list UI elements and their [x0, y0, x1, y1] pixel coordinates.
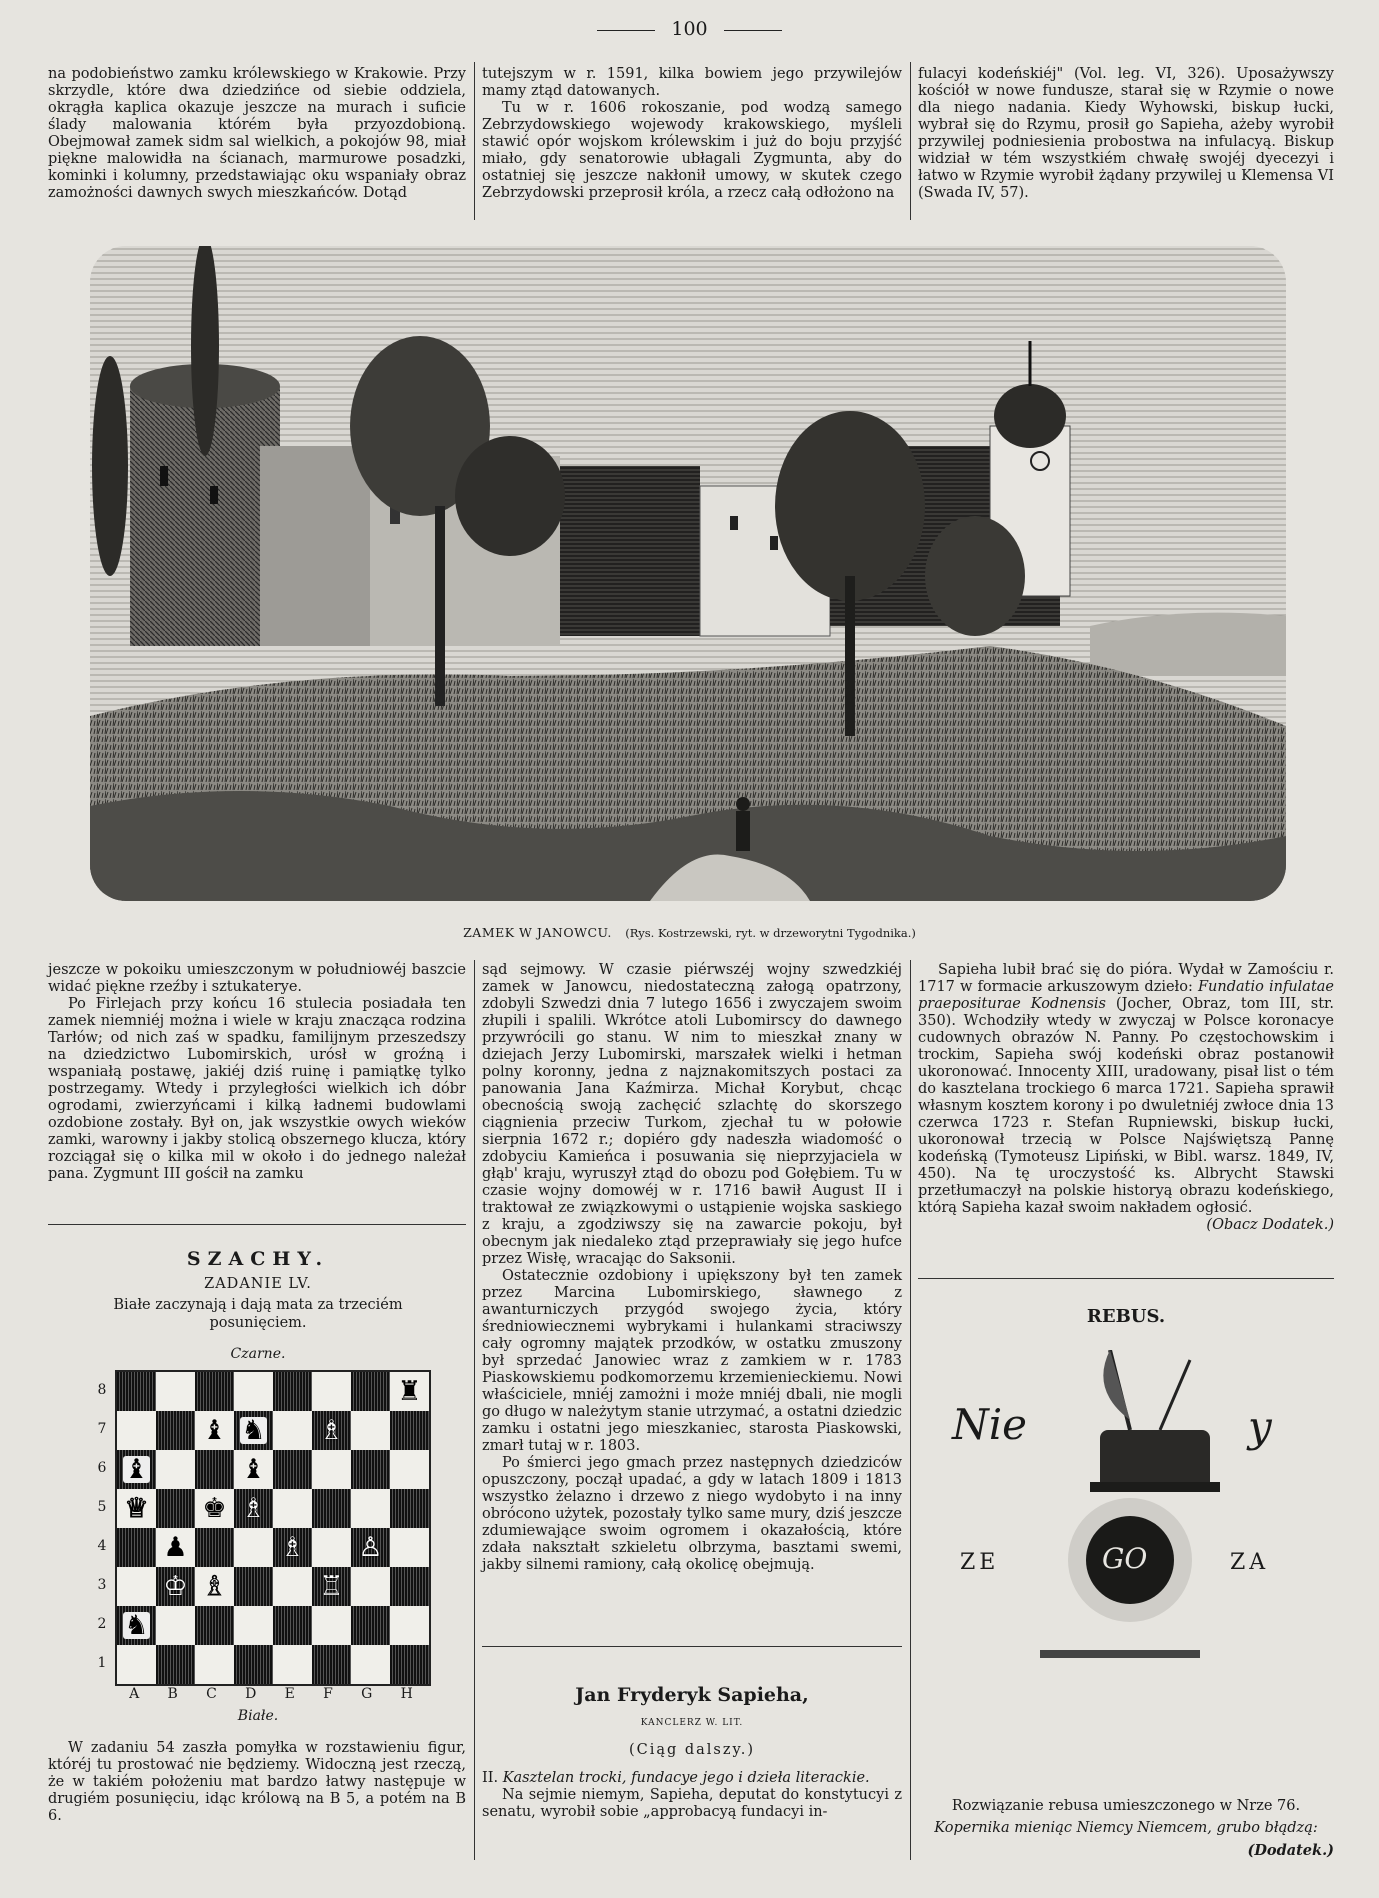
- board-square: [117, 1411, 156, 1450]
- board-square: [351, 1489, 390, 1528]
- article-subtitle: KANCLERZ W. LIT.: [640, 1718, 744, 1728]
- rank-label: 6: [97, 1459, 107, 1476]
- board-square: [312, 1606, 351, 1645]
- chess-piece: ♟: [163, 1532, 188, 1563]
- chess-piece: ♗: [202, 1571, 227, 1602]
- board-square: [117, 1567, 156, 1606]
- board-square: [312, 1450, 351, 1489]
- chess-piece: ♚: [202, 1493, 227, 1524]
- board-square: [234, 1645, 273, 1684]
- chess-piece: ♗: [280, 1532, 305, 1563]
- board-square: [195, 1528, 234, 1567]
- board-square: [117, 1645, 156, 1684]
- top-column-1: na podobieństwo zamku królewskiego w Krakowie. Przy skrzydle, które dwa dziedzińce od siebie oddziela, okrągła kaplica okazuje jeszcze na murach i suficie ślady malowania którém była przyozdobioną. Obejmował zamek sidm sal wielkich, a pokojów 98, miał piękne malowidła na ścianach, marmurowe posadzki, kominki i kolumny, przedstawiając oku wspaniały obraz zamożności dawnych swych mieszkańców. Dotąd: [48, 66, 466, 201]
- board-square: [234, 1411, 273, 1450]
- board-square: [390, 1372, 429, 1411]
- chess-piece: ♜: [397, 1376, 422, 1407]
- board-square: [351, 1411, 390, 1450]
- board-square: [351, 1450, 390, 1489]
- board-square: [234, 1528, 273, 1567]
- chess-piece: ♕: [124, 1493, 149, 1524]
- chess-board: [115, 1370, 431, 1686]
- board-square: [390, 1645, 429, 1684]
- chess-note: W zadaniu 54 zaszła pomyłka w rozstawieniu figur, któréj tu prostować nie będziemy. Widoczną jest rzeczą, że w takiém położeniu mat bardzo łatwy następuje w drugiém posunięciu, idąc królową na B 5, a potém na B 6.: [48, 1740, 466, 1824]
- board-square: [195, 1606, 234, 1645]
- board-square: [234, 1567, 273, 1606]
- board-square: [156, 1567, 195, 1606]
- board-square: [195, 1411, 234, 1450]
- board-square: [312, 1528, 351, 1567]
- chess-piece: ♝: [241, 1454, 266, 1485]
- board-square: [273, 1372, 312, 1411]
- chess-piece: ♞: [124, 1610, 149, 1641]
- board-square: [117, 1528, 156, 1567]
- engraving-caption: ZAMEK W JANOWCU. (Rys. Kostrzewski, ryt. w drzeworytni Tygodnika.): [463, 925, 916, 940]
- rank-label: 7: [97, 1420, 107, 1437]
- rebus-title: REBUS.: [1086, 1306, 1166, 1327]
- board-square: [390, 1567, 429, 1606]
- board-files: [115, 1686, 427, 1702]
- rebus-za: ZA: [1230, 1550, 1270, 1575]
- article-continued: (Ciąg dalszy.): [628, 1742, 756, 1758]
- rank-label: 4: [97, 1537, 107, 1554]
- chess-white-label: Białe.: [237, 1708, 279, 1724]
- file-label: D: [245, 1686, 257, 1702]
- page-number: 100: [0, 18, 1379, 40]
- chess-piece: ♗: [319, 1415, 344, 1446]
- board-square: [351, 1528, 390, 1567]
- chess-black-label: Czarne.: [230, 1346, 286, 1362]
- board-square: [117, 1372, 156, 1411]
- board-square: [351, 1606, 390, 1645]
- board-square: [156, 1606, 195, 1645]
- chess-piece: ♞: [241, 1415, 266, 1446]
- board-square: [156, 1450, 195, 1489]
- board-square: [195, 1645, 234, 1684]
- file-label: A: [129, 1686, 140, 1702]
- board-square: [273, 1489, 312, 1528]
- file-label: G: [361, 1686, 373, 1702]
- board-square: [156, 1528, 195, 1567]
- board-square: [234, 1606, 273, 1645]
- board-square: [351, 1567, 390, 1606]
- board-square: [390, 1411, 429, 1450]
- rebus-go: GO: [1102, 1542, 1148, 1575]
- board-square: [195, 1372, 234, 1411]
- rebus-nie: Nie: [952, 1400, 1028, 1449]
- chess-heading: SZACHY.: [186, 1248, 330, 1270]
- rebus-y: y: [1248, 1402, 1272, 1451]
- chess-piece: ♝: [202, 1415, 227, 1446]
- article-title: Jan Fryderyk Sapieha,: [575, 1684, 809, 1706]
- board-square: [390, 1528, 429, 1567]
- board-square: [312, 1372, 351, 1411]
- board-square: [117, 1450, 156, 1489]
- board-square: [156, 1489, 195, 1528]
- board-square: [234, 1372, 273, 1411]
- board-square: [351, 1372, 390, 1411]
- chess-piece: ♖: [319, 1571, 344, 1602]
- file-label: F: [323, 1686, 333, 1702]
- chess-piece: ♗: [241, 1493, 266, 1524]
- rebus-ze: ZE: [960, 1550, 1000, 1575]
- chess-task: Białe zaczynają i dają mata za trzeciém posunięciem.: [113, 1297, 403, 1331]
- chess-piece: ♔: [163, 1571, 188, 1602]
- article-body: II. Kasztelan trocki, fundacye jego i dzieła literackie. Na sejmie niemym, Sapieha, deputat do konstytucyi z senatu, wyrobił sobie „approbacyą fundacyi in-: [482, 1770, 902, 1820]
- board-square: [312, 1411, 351, 1450]
- board-square: [351, 1645, 390, 1684]
- file-label: E: [284, 1686, 295, 1702]
- board-ranks: [92, 1370, 112, 1682]
- rank-label: 8: [97, 1381, 107, 1398]
- board-square: [273, 1450, 312, 1489]
- board-square: [273, 1606, 312, 1645]
- board-square: [273, 1645, 312, 1684]
- board-square: [273, 1567, 312, 1606]
- chess-piece: ♙: [358, 1532, 383, 1563]
- board-square: [234, 1489, 273, 1528]
- file-label: H: [400, 1686, 413, 1702]
- board-square: [156, 1372, 195, 1411]
- top-column-2: tutejszym w r. 1591, kilka bowiem jego przywilejów mamy ztąd datowanych. Tu w r. 1606 rokoszanie, pod wodzą samego Zebrzydowskiego wojewody krakowskiego, myśleli stawić opór wojskom królewskim i już do boju przyjść miało, gdy senatorowie ubłagali Zygmunta, aby do ostatniej się jeszcze nakłonił umowy, w skutek czego Zebrzydowski przeprosił króla, a rzecz całą odłożono na: [482, 66, 902, 201]
- castle-engraving: [90, 246, 1286, 901]
- rebus-picture: [930, 1350, 1310, 1660]
- board-square: [195, 1450, 234, 1489]
- board-square: [195, 1489, 234, 1528]
- board-square: [117, 1606, 156, 1645]
- middle-column: sąd sejmowy. W czasie piérwszéj wojny szwedzkiéj zamek w Janowcu, niedostateczną załogą opatrzony, zdobyli Szwedzi dnia 7 lutego 1656 i zwyczajem swoim złupili i spalili. Wkrótce atoli Lubomirscy do dawnego przywrócili go stanu. W nim to mieszkał znany w dziejach Jerzy Lubomirski, marszałek wielki i hetman polny koronny, jedna z najznakomitszych postaci za panowania Jana Kaźmirza. Michał Korybut, chcąc obecnością swoją zachęcić szlachtę do skorszego ciągnienia przeciw Turkom, zjechał tu w połowie sierpnia 1672 r.; dopiéro gdy nadeszła wiadomość o zdobyciu Kamieńca i posuwania się nieprzyjaciela w głąb' kraju, wyruszył ztąd do obozu pod Gołębiem. Tu w czasie wojny domowéj w r. 1716 bawił August II i traktował ze związkowymi o ustąpienie wojska saskiego z kraju, a zgodziwszy się na zawarcie pokoju, był obecnym jak niedaleko ztąd przeprawiały się jego hufce przez Wisłę, wracając do Saksonii. Ostatecznie ozdobiony i upiększony był ten zamek przez Marcina Lubomirskiego, sławnego z awanturniczych przygód swojego życia, który średniowiecznemi wybrykami i hulankami straciwszy cały ogromny majątek przodków, w ostatku zmuszony był sprzedać Janowiec wraz z zamkiem w r. 1783 Piaskowskiemu podkomorzemu krzemienieckiemu. Nowi właściciele, mniéj zamożni i może mniéj dbali, nie mogli go długo w należytym stanie utrzymać, a ostatni dziedzic zamku i ostatni jego mieszkaniec, starosta Piaskowski, zmarł tutaj w r. 1803. Po śmierci jego gmach przez następnych dziedziców opuszczony, począł upadać, a gdy w latach 1809 i 1813 wszystko żelazno i drzewo z niego wydobyto i na inny obrócono użytek, pozostały tylko same mury, dziś jeszcze zdumiewające swoim ogromem i okazałością, które zdała nakształt szkieletu olbrzyma, basztami swemi, jakby silnemi ramiony, całą okolicę obejmują.: [482, 962, 902, 1573]
- chess-problem-number: ZADANIE LV.: [204, 1276, 312, 1292]
- rank-label: 1: [97, 1654, 107, 1671]
- board-square: [312, 1567, 351, 1606]
- board-square: [390, 1606, 429, 1645]
- right-column: Sapieha lubił brać się do pióra. Wydał w Zamościu r. 1717 w formacie arkuszowym dzieło: Fundatio infulatae praepositurae Kodnensis (Jocher, Obraz, tom III, str. 350). Wchodziły wtedy w zwyczaj w Polsce koronacye cudownych obrazów N. Panny. Po częstochowskim i trockim, Sapieha swój kodeński obraz postanowił ukoronować. Innocenty XIII, uradowany, pisał list o tém do kasztelana trockiego 6 marca 1721. Sapieha sprawił własnym kosztem korony i po dwuletniéj zwłoce dnia 13 czerwca 1723 r. Stefan Rupniewski, biskup łucki, ukoronował trzecią w Polsce Najświętszą Pannę kodeńską (Tymoteusz Lipiński, w Bibl. warsz. 1849, IV, 450). Na tę uroczystość ks. Albrycht Stawski przetłumaczył na polskie historyą obrazu kodeńskiego, którą Sapieha kazał swoim nakładem ogłosić. (Obacz Dodatek.): [918, 962, 1335, 1233]
- rank-label: 3: [97, 1576, 107, 1593]
- board-square: [156, 1645, 195, 1684]
- board-square: [312, 1489, 351, 1528]
- board-square: [156, 1411, 195, 1450]
- board-square: [273, 1411, 312, 1450]
- top-column-3: fulacyi kodeńskiéj" (Vol. leg. VI, 326). Uposażywszy kościół w nowe fundusze, starał się w Rzymie o nowe dla niego nadania. Kiedy Wyhowski, biskup łucki, wybrał się do Rzymu, prosił go Sapieha, ażeby wyrobił przywilej podniesienia probostwa na infulacyą. Biskup widział w tém wszystkiém chwałę swojéj dyecezyi i łatwo w Rzymie wyrobił żądany przywilej u Klemensa VI (Swada IV, 57).: [918, 66, 1334, 201]
- rebus-solution-text: Kopernika mieniąc Niemcy Niemcem, grubo błądzą:: [934, 1820, 1318, 1836]
- file-label: C: [206, 1686, 217, 1702]
- board-square: [195, 1567, 234, 1606]
- rebus-solution-ref: (Dodatek.): [1247, 1842, 1334, 1859]
- rebus-solution-heading: Rozwiązanie rebusa umieszczonego w Nrze 76.: [951, 1798, 1301, 1814]
- board-square: [117, 1489, 156, 1528]
- board-square: [390, 1489, 429, 1528]
- rank-label: 5: [97, 1498, 107, 1515]
- file-label: B: [167, 1686, 178, 1702]
- chess-piece: ♝: [124, 1454, 149, 1485]
- board-square: [312, 1645, 351, 1684]
- board-square: [234, 1450, 273, 1489]
- rank-label: 2: [97, 1615, 107, 1632]
- board-square: [273, 1528, 312, 1567]
- left-column: jeszcze w pokoiku umieszczonym w południowéj baszcie widać piękne rzeźby i sztukaterye. Po Firlejach przy końcu 16 stulecia posiadała ten zamek niemniéj można i wiele w kraju znacząca rodzina Tarłów; od nich zaś w spadku, familijnym przeszedszy na dziedzictwo Lubomirskich, urósł w groźną i wspaniałą postawę, jakiéj dziś ruinę i pamiątkę tylko postrzegamy. Wtedy i przyległości wielkich ich dóbr ogrodami, zwierzyńcami i kilką ładnemi budowlami ozdobione zostały. Był on, jak wszystkie owych wieków zamki, warowny i jakby stolicą obszernego klucza, który rozciągał się o kilka mil w około i do jednego należał pana. Zygmunt III gościł na zamku: [48, 962, 466, 1182]
- board-square: [390, 1450, 429, 1489]
